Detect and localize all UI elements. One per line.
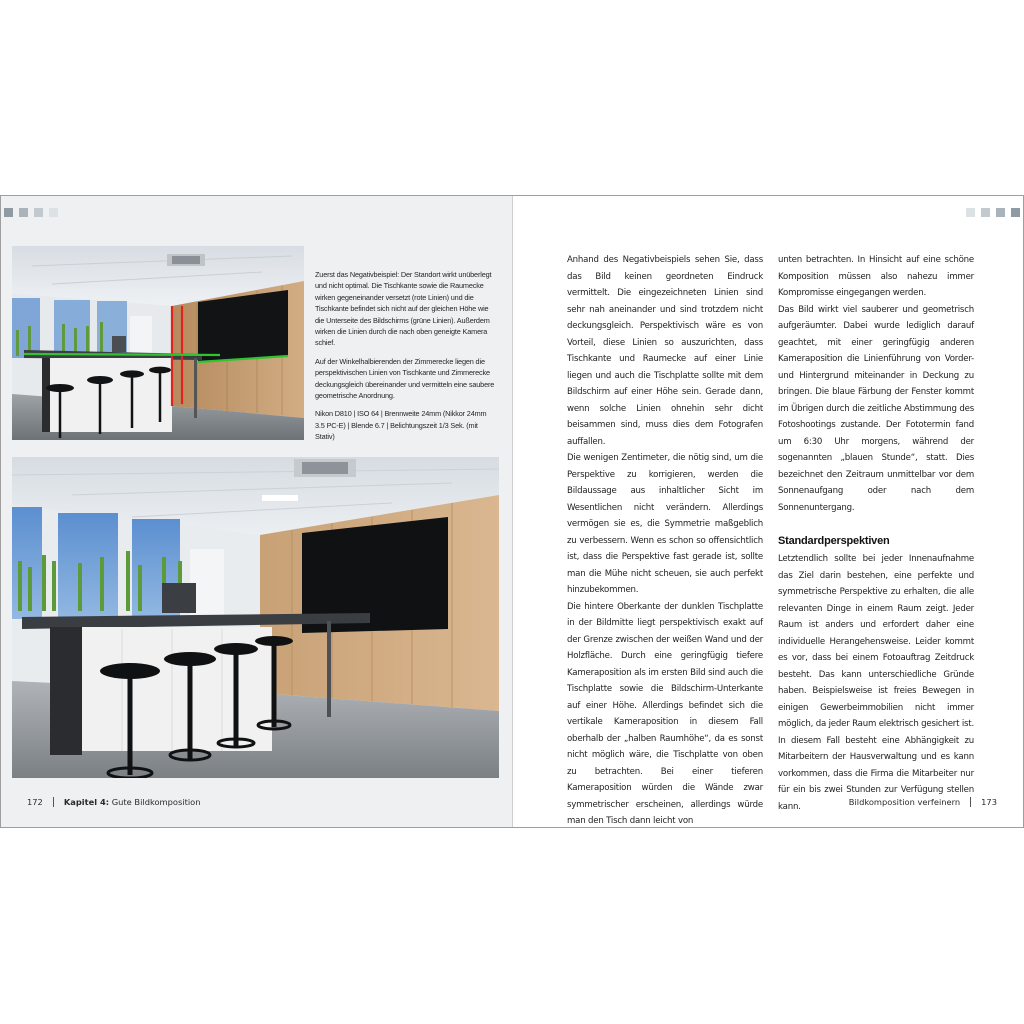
- paragraph: Die hintere Oberkante der dunklen Tischplatte in der Bildmitte liegt perspektivisch exakt auf der Grenze zwischen der weißen Wand und der Holzfläche. Durch eine geringfügig tiefere Kameraposition als im ersten Bild sind auch die Tischplatte sowie die Bildschirm-Unterkante auf einer Höhe. Allerdings befindet sich die vertikale Kameraposition in diesem Fall oberhalb der „halben Raumhöhe“, da es sonst nicht möglich wäre, die Tischplatte von oben zu betrachten. Bei einer tieferen Kameraposition würden die Wände zwar symmetrischer erscheinen, allerdings würde man den Tisch dann leicht von: [567, 601, 763, 826]
- deco-square: [996, 208, 1005, 217]
- caption-positive: Auf der Winkelhalbierenden der Zimmerecke liegen die perspektivischen Linien von Tischkante und Zimmerecke deckungsgleich übereinander und vermitteln eine saubere geometrische Anordnung.: [315, 356, 495, 401]
- deco-square: [34, 208, 43, 217]
- photo-negative-example: [12, 246, 304, 440]
- deco-square: [966, 208, 975, 217]
- right-footer: [849, 797, 997, 807]
- section-heading: Standardperspektiven: [778, 535, 890, 547]
- corner-squares-right: [966, 208, 1020, 217]
- book-spread: [0, 195, 1024, 828]
- chapter-title: Gute Bildkomposition: [111, 797, 201, 807]
- deco-square: [981, 208, 990, 217]
- deco-square: [49, 208, 58, 217]
- chapter-label: Kapitel 4:: [63, 797, 110, 807]
- paragraph: Anhand des Negativbeispiels sehen Sie, dass das Bild keinen geordneten Eindruck vermittelt. Die eingezeichneten Linien sind sehr nah aneinander und sind trotzdem nicht deckungsgleich. Perspektivisch wäre es von Vorteil, diese Linien so auszurichten, dass Tischkante und Raumecke auf einer Linie liegen und auch die Tischplatte sollte mit dem Bildschirm auf einer Höhe sein. Gerade dann, wenn solche Linien ohnehin sehr dicht beisammen sind, muss dies dem Fotografen auffallen.: [567, 255, 763, 447]
- paragraph: unten betrachten. In Hinsicht auf eine schöne Komposition müssen also nahezu immer Kompromisse eingegangen werden.: [778, 255, 974, 298]
- paragraph: Letztendlich sollte bei jeder Innenaufnahme das Ziel darin bestehen, eine perfekte und symmetrische Perspektive zu erhalten, die alle relevanten Dinge in einem Raum zeigt. Jeder Raum ist anders und erfordert daher eine individuelle Herangehensweise. Leider kommt es vor, dass bei einem Fotoauftrag Zeitdruck besteht. Das kann unterschiedliche Gründe haben. Beispielsweise ist freies Bewegen in einigen Gewerbeimmobilien nicht immer möglich, da jeder Raum elektrisch gesichert ist. In diesem Fall besteht eine Abhängigkeit zu Mitarbeitern der Hausverwaltung und es kann vorkommen, dass die Firma die Mitarbeiter nur für ein bis zwei Stunden zur Verfügung stellen kann.: [778, 554, 974, 812]
- green-guide-line: [24, 354, 220, 355]
- corner-squares-left: [4, 208, 58, 217]
- deco-square: [19, 208, 28, 217]
- photo-caption: [315, 269, 495, 450]
- text-column-2: [778, 252, 974, 815]
- right-page: [512, 196, 1024, 827]
- footer-divider: [970, 797, 971, 807]
- section-title: Bildkomposition verfeinern: [848, 797, 961, 807]
- photo-corrected-example: [12, 457, 499, 778]
- left-page: [0, 196, 512, 827]
- caption-exif: Nikon D810 | ISO 64 | Brennweite 24mm (Nikkor 24mm 3.5 PC-E) | Blende 6.7 | Belichtungszeit 1/3 Sek. (mit Stativ): [315, 409, 487, 442]
- footer-divider: [53, 797, 54, 807]
- page-number-left: 172: [27, 797, 43, 807]
- text-column-1: [567, 252, 763, 830]
- page-number-right: 173: [981, 797, 997, 807]
- paragraph: Das Bild wirkt viel sauberer und geometrisch aufgeräumter. Dabei wurde lediglich darauf geachtet, mit einer geringfügig anderen Kameraposition die Linienführung von Vorder- und Hintergrund miteinander in Deckung zu bringen. Die blaue Färbung der Fenster kommt im Übrigen durch die zeitliche Abstimmung des Fotoshootings zustande. Der Fototermin fand um 6:30 Uhr morgens, während der sogenannten „blauen Stunde“, statt. Dies bezeichnet den Zeitraum unmittelbar vor dem Sonnenaufgang oder nach dem Sonnenuntergang.: [778, 304, 974, 513]
- deco-square: [1011, 208, 1020, 217]
- paragraph: Die wenigen Zentimeter, die nötig sind, um die Perspektive zu korrigieren, werden die Bildaussage aus inhaltlicher Sicht im Wesentlichen nicht verändern. Allerdings vermögen sie es, die Symmetrie maßgeblich zu verbessern. Wenn es schon so offensichtlich ist, dass die Perspektive fast gerade ist, sollte man die Mühe nicht scheuen, sie auch perfekt hinzubekommen.: [567, 453, 763, 595]
- deco-square: [4, 208, 13, 217]
- left-footer: [27, 797, 201, 807]
- caption-negative: Zuerst das Negativbeispiel: Der Standort wirkt unüberlegt und nicht optimal. Die Tischkante sowie die Raumecke wirken gegeneinander versetzt (rote Linien) und die Tischkante befindet sich nicht auf der gleichen Höhe wie die Unterseite des Bildschirms (grüne Linien). Außerdem wirken die Linien durch die nach oben geneigte Kamera schief.: [315, 270, 492, 348]
